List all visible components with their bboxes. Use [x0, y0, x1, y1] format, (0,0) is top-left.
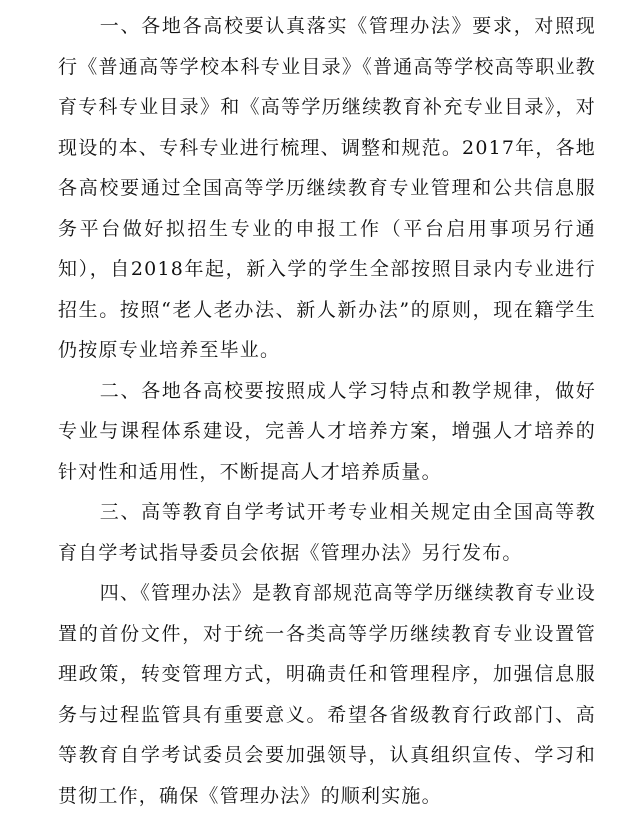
paragraph-1: 一、各地各高校要认真落实《管理办法》要求，对照现行《普通高等学校本科专业目录》《普通高等学校高等职业教育专科专业目录》和《高等学历继续教育补充专业目录》，对现设的本、专科专业进行梳理、调整和规范。2017年，各地各高校要通过全国高等学历继续教育专业管理和公共信息服务平台做好拟招生专业的申报工作（平台启用事项另行通知），自2018年起，新入学的学生全部按照目录内专业进行招生。按照“老人老办法、新人新办法”的原则，现在籍学生仍按原专业培养至毕业。 — [58, 15, 596, 361]
paragraph-3: 三、高等教育自学考试开考专业相关规定由全国高等教育自学考试指导委员会依据《管理办法》另行发布。 — [58, 501, 596, 564]
paragraph-2: 二、各地各高校要按照成人学习特点和教学规律，做好专业与课程体系建设，完善人才培养方案，增强人才培养的针对性和适用性，不断提高人才培养质量。 — [58, 379, 596, 483]
paragraph-4: 四、《管理办法》是教育部规范高等学历继续教育专业设置的首份文件，对于统一各类高等学历继续教育专业设置管理政策，转变管理方式，明确责任和管理程序，加强信息服务与过程监管具有重要意义。希望各省级教育行政部门、高等教育自学考试委员会要加强领导，认真组织宣传、学习和贯彻工作，确保《管理办法》的顺利实施。 — [58, 582, 596, 807]
